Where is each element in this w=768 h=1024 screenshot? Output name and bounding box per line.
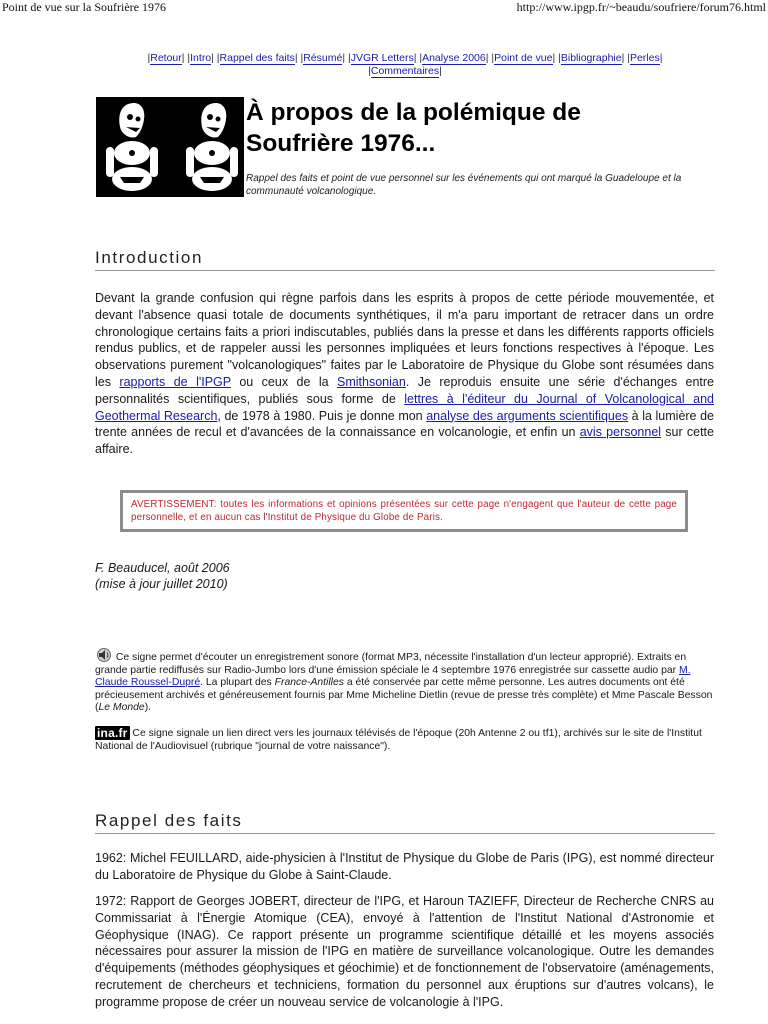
section-heading-rappel-des-faits: Rappel des faits: [95, 811, 715, 834]
page-title-line-2: Soufrière 1976...: [246, 130, 436, 157]
speaker-icon: [95, 648, 113, 662]
nav-link-retour[interactable]: Retour: [150, 52, 182, 64]
nav-link-point-de-vue[interactable]: Point de vue: [494, 52, 553, 64]
nav-link-bibliographie[interactable]: Bibliographie: [560, 52, 622, 64]
link-claude-roussel-dupre[interactable]: M. Claude Roussel-Dupré: [95, 664, 691, 689]
page-subtitle: Rappel des faits et point de vue personnel sur les événements qui ont marqué la Guadeloupe et la communauté volcanologique.: [246, 173, 682, 197]
link-personal-opinion[interactable]: avis personnel: [579, 425, 662, 440]
nav-link-jvgr[interactable]: JVGR Letters: [350, 52, 414, 64]
link-smithsonian[interactable]: Smithsonian: [337, 374, 406, 389]
polemic-figures-logo: [96, 97, 244, 197]
signature-line-1: F. Beauducel, août 2006: [95, 561, 230, 575]
link-ipgp-reports[interactable]: rapports de l'IPGP: [119, 374, 231, 389]
signature-line-2: (mise à jour juillet 2010): [95, 577, 228, 591]
disclaimer-box: AVERTISSEMENT: toutes les informations et opinions présentées sur cette page n'engagent que l'auteur de cette page personnelle, et en aucun cas l'Institut de Physique du Globe de Paris.: [120, 490, 688, 532]
section-heading-introduction: Introduction: [95, 248, 715, 271]
print-page-url: http://www.ipgp.fr/~beaudu/soufriere/forum76.html: [516, 0, 766, 14]
nav-link-analyse[interactable]: Analyse 2006: [422, 52, 486, 64]
link-jvgr-letters[interactable]: lettres à l'éditeur du Journal of Volcanological and Geothermal Research: [95, 391, 714, 423]
fact-entry-1972: 1972: Rapport de Georges JOBERT, directeur de l'IPG, et Haroun TAZIEFF, Directeur de Recherche CNRS au Commissariat à l'Énergie Atomique (CEA), envoyé à l'attention de l'Institut National d'Astronomie et Géophysique (INAG). Ce rapport présente un programme scientifique détaillé et les moyens associés nécessaires pour assurer la mission de l'IPG en matière de surveillance volcanologique. Outre les demandes d'équipements (méthodes géophysiques et géochimie) et de fonctionnement de l'observatoire (aménagements, recrutement de chercheurs et techniciens, formation du personnel aux éruptions sur d'autres volcans), le programme propose de créer un nouveau service de volcanologie à l'IPG.: [95, 894, 714, 1009]
ina-logo-icon: ina.fr: [97, 726, 128, 740]
nav-link-resume[interactable]: Résumé: [303, 52, 343, 64]
link-scientific-analysis[interactable]: analyse des arguments scientifiques: [426, 408, 629, 423]
print-header: [0, 0, 768, 16]
top-navigation: |Retour| |Intro| |Rappel des faits| |Résumé| |JVGR Letters| |Analyse 2006| |Point de vue| |Bibliographie| |Perles| |Commentaires|: [147, 52, 663, 77]
nav-link-perles[interactable]: Perles: [629, 52, 660, 64]
audio-note: Ce signe permet d'écouter un enregistrement sonore (format MP3, nécessite l'installation d'un lecteur approprié). Extraits en grande partie rediffusés sur Radio-Jumbo lors d'une émission spéciale le 4 septembre 1976 enregistrée sur cassette audio par M. Claude Roussel-Dupré. La plupart des France-Antilles a été conservée par cette même personne. Les autres documents ont été précieusement archivés et généreusement fournis par Mme Micheline Dietlin (revue de presse très complète) et Mme Pascale Besson (Le Monde).: [95, 648, 715, 715]
fact-entry-1962: 1962: Michel FEUILLARD, aide-physicien à l'Institut de Physique du Globe de Paris (IPG), est nommé directeur du Laboratoire de Physique du Globe à Saint-Claude.: [95, 851, 714, 882]
ina-note: ina.fr Ce signe signale un lien direct vers les journaux télévisés de l'époque (20h Antenne 2 ou tf1), archivés sur le site de l'Institut National de l'Audiovisuel (rubrique "journal de votre naissance").: [95, 726, 702, 752]
page-title: [246, 97, 716, 159]
intro-paragraph: Devant la grande confusion qui règne parfois dans les esprits à propos de cette période mouvementée, et devant l'absence quasi totale de documents synthétiques, il m'a paru important de retracer dans un ordre chronologique certains faits a priori indiscutables, publiés dans la presse et dans les différents rapports officiels rendus publics, et de rappeler aussi les personnes impliquées et leurs fonctions respectives à l'époque. Les observations purement "volcanologiques" faites par le Laboratoire de Physique du Globe sont résumées dans les rapports de l'IPGP ou ceux de la Smithsonian. Je reproduis ensuite une série d'échanges entre personnalités scientifiques, publiés sous forme de lettres à l'éditeur du Journal of Volcanological and Geothermal Research, de 1978 à 1980. Puis je donne mon analyse des arguments scientifiques à la lumière de trente années de recul et d'avancées de la connaissance en volcanologie, et enfin un avis personnel sur cette affaire.: [95, 291, 714, 457]
nav-link-intro[interactable]: Intro: [190, 52, 212, 64]
nav-link-commentaires[interactable]: Commentaires: [370, 65, 440, 77]
page-title-line-1: À propos de la polémique de: [246, 99, 581, 126]
nav-link-rappel[interactable]: Rappel des faits: [219, 52, 295, 64]
print-page-title: Point de vue sur la Soufrière 1976: [2, 0, 166, 14]
author-signature: [95, 560, 495, 592]
